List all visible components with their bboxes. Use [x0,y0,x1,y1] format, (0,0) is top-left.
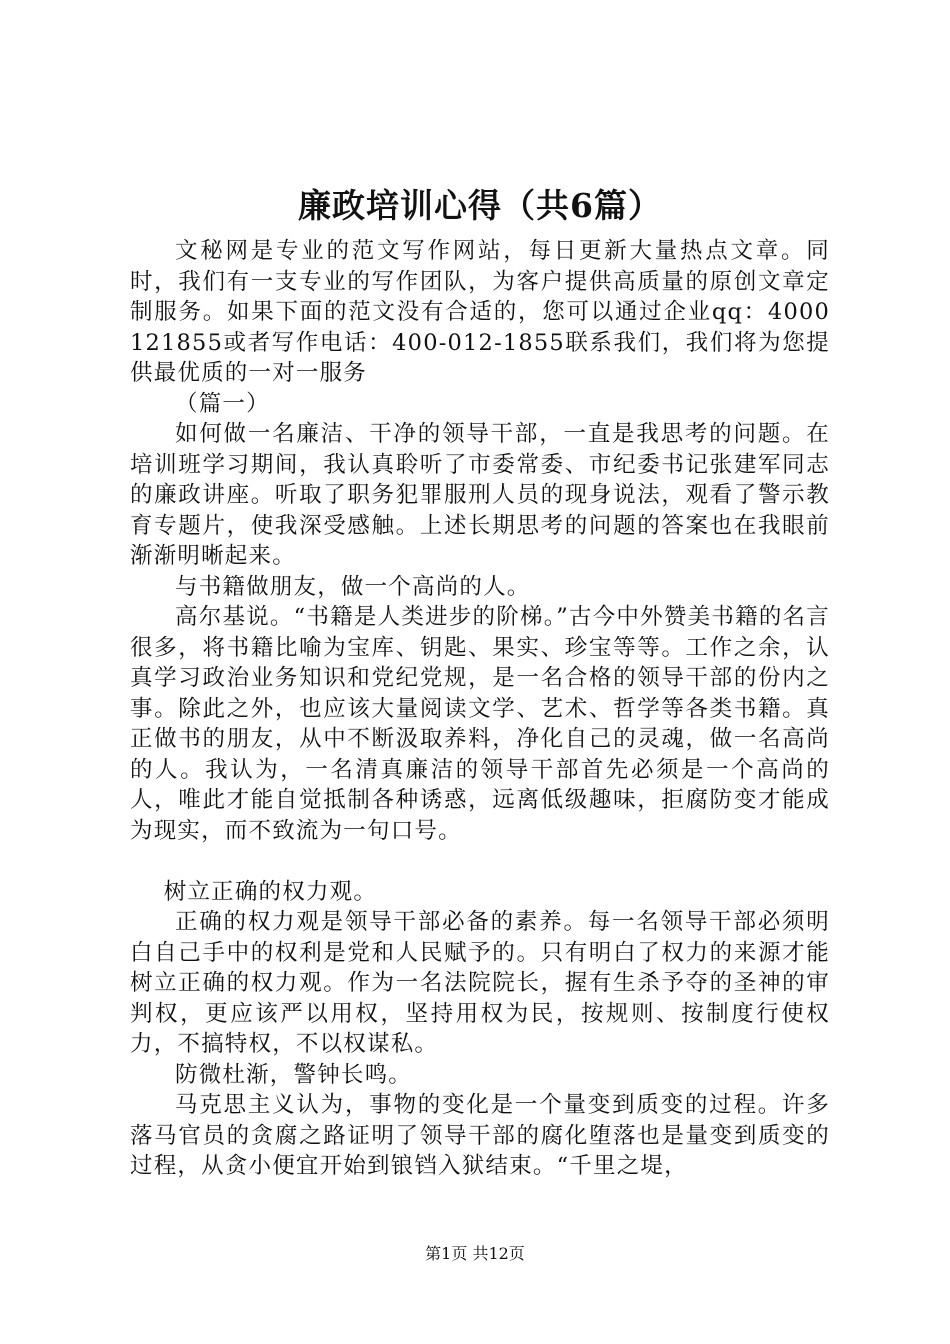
subheading: 与书籍做朋友，做一个高尚的人。 [175,573,531,600]
page-footer: 第1页 共12页 [425,1244,525,1263]
subheading: 树立正确的权力观。 [163,878,378,905]
subheading: 防微杜渐，警钟长鸣。 [175,1061,413,1088]
section-heading: （篇一） [175,390,270,417]
blank-line [130,846,830,877]
body-paragraph: 如何做一名廉洁、干净的领导干部，一直是我思考的问题。在培训班学习期间，我认真聆听了市委常委、市纪委书记张建军同志的廉政讲座。听取了职务犯罪服刑人员的现身说法，观看了警示教育专题片，使我深受感触。上述长期思考的问题的答案也在我眼前渐渐明晰起来。 [130,421,830,569]
body-paragraph: 马克思主义认为，事物的变化是一个量变到质变的过程。许多落马官员的贪腐之路证明了领导干部的腐化堕落也是量变到质变的过程，从贪小便宜开始到锒铛入狱结束。“千里之堤， [130,1092,830,1179]
document-title: 廉政培训心得（共6篇） [298,186,662,225]
body-paragraph: 高尔基说。“书籍是人类进步的阶梯。”古今中外赞美书籍的名言很多，将书籍比喻为宝库、钥匙、果实、珍宝等等。工作之余，认真学习政治业务知识和党纪党规，是一名合格的领导干部的份内之事。除此之外，也应该大量阅读文学、艺术、哲学等各类书籍。真正做书的朋友，从中不断汲取养料，净化自己的灵魂，做一名高尚的人。我认为，一名清真廉洁的领导干部首先必须是一个高尚的人，唯此才能自觉抵制各种诱惑，远离低级趣味，拒腐防变才能成为现实，而不致流为一句口号。 [130,604,830,844]
body-paragraph: 正确的权力观是领导干部必备的素养。每一名领导干部必须明白自己手中的权利是党和人民赋予的。只有明白了权力的来源才能树立正确的权力观。作为一名法院院长，握有生杀予夺的圣神的审判权，更应该严以用权，坚持用权为民，按规则、按制度行使权力，不搞特权，不以权谋私。 [130,909,830,1057]
intro-paragraph: 文秘网是专业的范文写作网站，每日更新大量热点文章。同时，我们有一支专业的写作团队，为客户提供高质量的原创文章定制服务。如果下面的范文没有合适的，您可以通过企业qq：4000121855或者写作电话：400-012-1855联系我们，我们将为您提供最优质的一对一服务 [130,238,830,386]
document-page [130,180,830,1182]
